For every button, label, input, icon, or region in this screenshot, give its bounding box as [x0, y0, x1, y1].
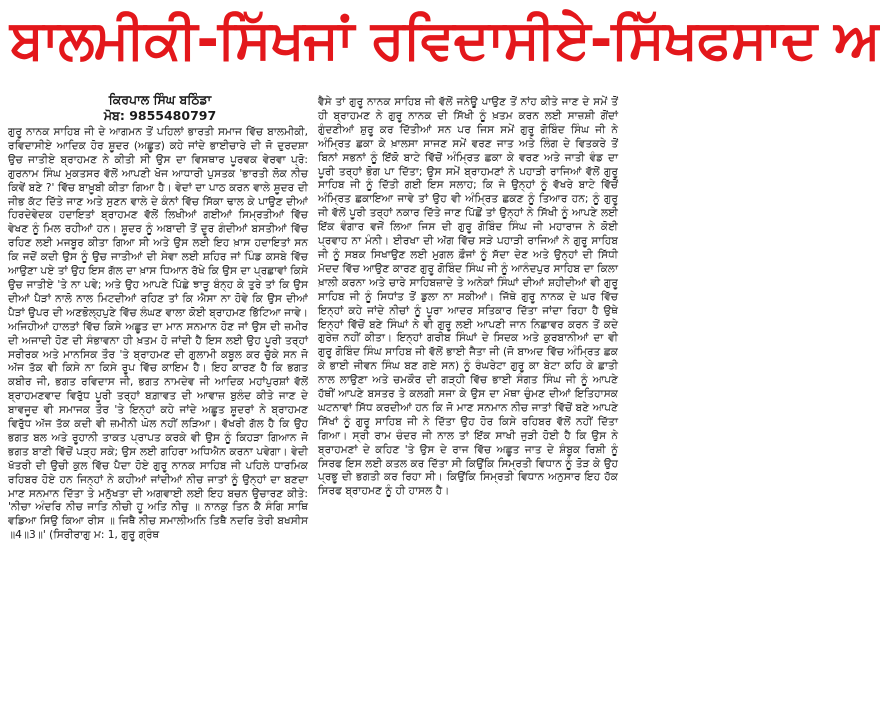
author-name: ਕਿਰਪਾਲ ਸਿੰਘ ਬਠਿੰਡਾ	[108, 92, 212, 107]
byline	[10, 92, 310, 124]
article-column-right	[318, 96, 618, 698]
article-text-left: ਗੁਰੂ ਨਾਨਕ ਸਾਹਿਬ ਜੀ ਦੇ ਆਗਮਨ ਤੋਂ ਪਹਿਲਾਂ ਭਾਰਤੀ ਸਮਾਜ ਵਿੱਚ ਬਾਲਮੀਕੀ, ਰਵਿਦਾਸੀਏ ਆਦਿਕ ਹੋਰ ਸ਼ੂਦਰ (ਅਛੂਤ) ਕਹੇ ਜਾਂਦੇ ਭਾਈਚਾਰੇ ਦੀ ਜੋ ਦੁਰਦਸ਼ਾ ਉਚ ਜਾਤੀਏ ਬ੍ਰਾਹਮਣ ਨੇ ਕੀਤੀ ਸੀ ਉਸ ਦਾ ਵਿਸਥਾਰ ਪੂਰਵਕ ਵੇਰਵਾ ਪ੍ਰੋ: ਗੁਰਨਾਮ ਸਿੰਘ ਮੁਕਤਸਰ ਵੱਲੋਂ ਆਪਣੀ ਖੋਜ ਆਧਾਰੀ ਪੁਸਤਕ 'ਭਾਰਤੀ ਲੋਕ ਨੀਚ ਕਿਵੇਂ ਬਣੇ ?' ਵਿੱਚ ਬਾਖ਼ੂਬੀ ਕੀਤਾ ਗਿਆ ਹੈ। ਵੇਦਾਂ ਦਾ ਪਾਠ ਕਰਨ ਵਾਲੇ ਸ਼ੂਦਰ ਦੀ ਜੀਭ ਕੱਟ ਦਿੱਤੇ ਜਾਣ ਅਤੇ ਸੁਣਨ ਵਾਲੇ ਦੇ ਕੰਨਾਂ ਵਿੱਚ ਸਿੱਕਾ ਢਾਲ ਕੇ ਪਾਉਣ ਦੀਆਂ ਹਿਰਦੇਵੇਦਕ ਹਦਾਇਤਾਂ ਬ੍ਰਾਹਮਣ ਵੱਲੋਂ ਲਿਖੀਆਂ ਗਈਆਂ ਸਿਮ੍ਰਤੀਆਂ ਵਿੱਚ ਵੇਖਣ ਨੂੰ ਮਿਲ ਰਹੀਆਂ ਹਨ। ਸ਼ੂਦਰ ਨੂੰ ਅਬਾਦੀ ਤੋਂ ਦੂਰ ਗੰਦੀਆਂ ਬਸਤੀਆਂ ਵਿੱਚ ਰਹਿਣ ਲਈ ਮਜਬੂਰ ਕੀਤਾ ਗਿਆ ਸੀ ਅਤੇ ਉਸ ਲਈ ਇਹ ਖ਼ਾਸ ਹਦਾਇਤਾਂ ਸਨ ਕਿ ਜਦੋਂ ਕਦੀ ਉਸ ਨੂੰ ਉਚ ਜਾਤੀਆਂ ਦੀ ਸੇਵਾ ਲਈ ਸ਼ਹਿਰ ਜਾਂ ਪਿੰਡ ਕਸਬੇ ਵਿੱਚ ਆਉਣਾ ਪਏ ਤਾਂ ਉਹ ਇਸ ਗੱਲ ਦਾ ਖ਼ਾਸ ਧਿਆਨ ਰੱਖੇ ਕਿ ਉਸ ਦਾ ਪ੍ਰਛਾਵਾਂ ਕਿਸੇ ਉਚ ਜਾਤੀਏ 'ਤੇ ਨਾ ਪਵੇ; ਅਤੇ ਉਹ ਆਪਣੇ ਪਿੱਛੇ ਝਾੜੂ ਬੰਨ੍ਹ ਕੇ ਤੁਰੇ ਤਾਂ ਕਿ ਉਸ ਦੀਆਂ ਪੈੜਾਂ ਨਾਲੋ ਨਾਲ ਮਿਟਦੀਆਂ ਰਹਿਣ ਤਾਂ ਕਿ ਐਸਾ ਨਾ ਹੋਵੇ ਕਿ ਉਸ ਦੀਆਂ ਪੈੜਾਂ ਉਪਰ ਦੀ ਅਣਭੋਲ੍ਹਪੁਣੇ ਵਿੱਚ ਲੰਘਣ ਵਾਲਾ ਕੋਈ ਬ੍ਰਾਹਮਣ ਭਿੱਟਿਆ ਜਾਵੇ। ਅਜਿਹੀਆਂ ਹਾਲਤਾਂ ਵਿੱਚ ਕਿਸੇ ਅਛੂਤ ਦਾ ਮਾਨ ਸਨਮਾਨ ਹੋਣ ਜਾਂ ਉਸ ਦੀ ਜ਼ਮੀਰ ਦੀ ਅਜਾਦੀ ਹੋਣ ਦੀ ਸੰਭਾਵਨਾ ਹੀ ਖ਼ਤਮ ਹੋ ਜਾਂਦੀ ਹੈ ਇਸ ਲਈ ਉਹ ਪੂਰੀ ਤਰ੍ਹਾਂ ਸਰੀਰਕ ਅਤੇ ਮਾਨਸਿਕ ਤੌਰ 'ਤੇ ਬ੍ਰਾਹਮਣ ਦੀ ਗੁਲਾਮੀ ਕਬੂਲ ਕਰ ਚੁੱਕੇ ਸਨ ਜੋ ਅੱਜ ਤੱਕ ਵੀ ਕਿਸੇ ਨਾ ਕਿਸੇ ਰੂਪ ਵਿੱਚ ਕਾਇਮ ਹੈ। ਇਹ ਕਾਰਣ ਹੈ ਕਿ ਭਗਤ ਕਬੀਰ ਜੀ, ਭਗਤ ਰਵਿਦਾਸ ਜੀ, ਭਗਤ ਨਾਮਦੇਵ ਜੀ ਆਦਿਕ ਮਹਾਂਪੁਰਸ਼ਾਂ ਵੱਲੋਂ ਬ੍ਰਾਹਮਣਵਾਦ ਵਿਰੁੱਧ ਪੂਰੀ ਤਰ੍ਹਾਂ ਬਗ਼ਾਵਤ ਦੀ ਆਵਾਜ਼ ਬੁਲੰਦ ਕੀਤੇ ਜਾਣ ਦੇ ਬਾਵਜੂਦ ਵੀ ਸਮਾਜਕ ਤੌਰ 'ਤੇ ਇਨ੍ਹਾਂ ਕਹੇ ਜਾਂਦੇ ਅਛੂਤ ਸ਼ੂਦਰਾਂ ਨੇ ਬ੍ਰਾਹਮਣ ਵਿਰੁੱਧ ਅੱਜ ਤੱਕ ਕਦੀ ਵੀ ਜ਼ਮੀਨੀ ਘੋਲ ਨਹੀਂ ਲੜਿਆ। ਵੱਖਰੀ ਗੱਲ ਹੈ ਕਿ ਉਹ ਭਗਤ ਬਲ ਅਤੇ ਰੂਹਾਨੀ ਤਾਕਤ ਪ੍ਰਾਪਤ ਕਰਕੇ ਵੀ ਉਸ ਨੂੰ ਕਿਹੜਾ ਗਿਆਨ ਜੋ ਭਗਤ ਬਾਣੀ ਵਿੱਚੋਂ ਪੜ੍ਹ ਸਕੇ; ਉਸ ਲਈ ਗਹਿਰਾ ਅਧਿਐਨ ਕਰਨਾ ਪਵੇਗਾ। ਵੇਦੀ ਖੱਤਰੀ ਦੀ ਉਚੀ ਕੁਲ ਵਿੱਚ ਪੈਦਾ ਹੋਏ ਗੁਰੂ ਨਾਨਕ ਸਾਹਿਬ ਜੀ ਪਹਿਲੇ ਧਾਰਮਿਕ ਰਹਿਬਰ ਹੋਏ ਹਨ ਜਿਨ੍ਹਾਂ ਨੇ ਕਹੀਆਂ ਜਾਂਦੀਆਂ ਨੀਚ ਜਾਤਾਂ ਨੂੰ ਉਨ੍ਹਾਂ ਦਾ ਬਣਦਾ ਮਾਣ ਸਨਮਾਨ ਦਿੱਤਾ ਤੇ ਮਨੁੱਖਤਾ ਦੀ ਅਗਵਾਈ ਲਈ ਇਹ ਬਚਨ ਉਚਾਰਣ ਕੀਤੇ: 'ਨੀਚਾ ਅੰਦਰਿ ਨੀਚ ਜਾਤਿ ਨੀਚੀ ਹੂ ਅਤਿ ਨੀਚੁ ॥ ਨਾਨਕੁ ਤਿਨ ਕੈ ਸੰਗਿ ਸਾਥਿ ਵਡਿਆ ਸਿਉ ਕਿਆ ਰੀਸ ॥ ਜਿਥੈ ਨੀਚ ਸਮਾਲੀਅਨਿ ਤਿਥੈ ਨਦਰਿ ਤੇਰੀ ਬਖਸੀਸ ॥4॥3॥' (ਸਿਰੀਰਾਗੁ ਮ: 1, ਗੁਰੂ ਗ੍ਰੰਥ	[8, 126, 308, 542]
article-text-right: ਵੈਸੇ ਤਾਂ ਗੁਰੂ ਨਾਨਕ ਸਾਹਿਬ ਜੀ ਵੱਲੋਂ ਜਨੇਊ ਪਾਉਣ ਤੋਂ ਨਾਂਹ ਕੀਤੇ ਜਾਣ ਦੇ ਸਮੇਂ ਤੋਂ ਹੀ ਬ੍ਰਾਹਮਣ ਨੇ ਗੁਰੂ ਨਾਨਕ ਦੀ ਸਿੱਖੀ ਨੂੰ ਖ਼ਤਮ ਕਰਨ ਲਈ ਸਾਜ਼ਸ਼ੀ ਗੋਂਦਾਂ ਗੁੰਦਣੀਆਂ ਸ਼ੁਰੂ ਕਰ ਦਿੱਤੀਆਂ ਸਨ ਪਰ ਜਿਸ ਸਮੇਂ ਗੁਰੂ ਗੋਬਿੰਦ ਸਿੰਘ ਜੀ ਨੇ ਅੰਮ੍ਰਿਤ ਛਕਾ ਕੇ ਖ਼ਾਲਸਾ ਸਾਜਣ ਸਮੇਂ ਵਰਣ ਜਾਤ ਅਤੇ ਲਿੰਗ ਦੇ ਵਿਤਕਰੇ ਤੋਂ ਬਿਨਾਂ ਸਭਨਾਂ ਨੂੰ ਇੱਕੋ ਬਾਟੇ ਵਿੱਚੋਂ ਅੰਮ੍ਰਿਤ ਛਕਾ ਕੇ ਵਰਣ ਅਤੇ ਜਾਤੀ ਵੰਡ ਦਾ ਪੂਰੀ ਤਰ੍ਹਾਂ ਭੋਗ ਪਾ ਦਿੱਤਾ; ਉਸ ਸਮੇਂ ਬ੍ਰਾਹਮਣਾਂ ਨੇ ਪਹਾੜੀ ਰਾਜਿਆਂ ਵੱਲੋਂ ਗੁਰੂ ਸਾਹਿਬ ਜੀ ਨੂੰ ਦਿੱਤੀ ਗਈ ਇਸ ਸਲਾਹ; ਕਿ ਜੇ ਉਨ੍ਹਾਂ ਨੂੰ ਵੱਖਰੇ ਬਾਟੇ ਵਿੱਚੋਂ ਅੰਮ੍ਰਿਤ ਛਕਾਇਆ ਜਾਵੇ ਤਾਂ ਉਹ ਵੀ ਅੰਮ੍ਰਿਤ ਛਕਣ ਨੂੰ ਤਿਆਰ ਹਨ; ਨੂੰ ਗੁਰੂ ਜੀ ਵੱਲੋਂ ਪੂਰੀ ਤਰ੍ਹਾਂ ਨਕਾਰ ਦਿੱਤੇ ਜਾਣ ਪਿੱਛੋਂ ਤਾਂ ਉਨ੍ਹਾਂ ਨੇ ਸਿੱਖੀ ਨੂੰ ਆਪਣੇ ਲਈ ਇੱਕ ਵੰਗਾਰ ਵਜੋਂ ਲਿਆ ਜਿਸ ਦੀ ਗੁਰੂ ਗੋਬਿੰਦ ਸਿੰਘ ਜੀ ਮਹਾਰਾਜ ਨੇ ਕੋਈ ਪ੍ਰਵਾਹ ਨਾ ਮੰਨੀ। ਈਰਖਾ ਦੀ ਅੱਗ ਵਿੱਚ ਸੜੇ ਪਹਾੜੀ ਰਾਜਿਆਂ ਨੇ ਗੁਰੂ ਸਾਹਿਬ ਜੀ ਨੂੰ ਸਬਕ ਸਿਖਾਉਣ ਲਈ ਮੁਗਲ ਫ਼ੌਜਾਂ ਨੂੰ ਸੱਦਾ ਦੇਣ ਅਤੇ ਉਨ੍ਹਾਂ ਦੀ ਸਿੱਧੀ ਮੱਦਦ ਵਿੱਚ ਆਉਣ ਕਾਰਣ ਗੁਰੂ ਗੋਬਿੰਦ ਸਿੰਘ ਜੀ ਨੂੰ ਆਨੰਦਪੁਰ ਸਾਹਿਬ ਦਾ ਕਿਲਾ ਖ਼ਾਲੀ ਕਰਨਾ ਅਤੇ ਚਾਰੇ ਸਾਹਿਬਜ਼ਾਦੇ ਤੇ ਅਨੇਕਾਂ ਸਿੰਘਾਂ ਦੀਆਂ ਸ਼ਹੀਦੀਆਂ ਵੀ ਗੁਰੂ ਸਾਹਿਬ ਜੀ ਨੂੰ ਸਿਧਾਂਤ ਤੋਂ ਡੁਲਾ ਨਾ ਸਕੀਆਂ। ਜਿੱਥੇ ਗੁਰੂ ਨਾਨਕ ਦੇ ਘਰ ਵਿੱਚ ਇਨ੍ਹਾਂ ਕਹੇ ਜਾਂਦੇ ਨੀਚਾਂ ਨੂੰ ਪੂਰਾ ਆਦਰ ਸਤਿਕਾਰ ਦਿੱਤਾ ਜਾਂਦਾ ਰਿਹਾ ਹੈ ਉਥੇ ਇਨ੍ਹਾਂ ਵਿੱਚੋਂ ਬਣੇ ਸਿੰਘਾਂ ਨੇ ਵੀ ਗੁਰੂ ਲਈ ਆਪਣੀ ਜਾਨ ਨਿਛਾਵਰ ਕਰਨ ਤੋਂ ਕਦੇ ਗੁਰੇਜ਼ ਨਹੀਂ ਕੀਤਾ। ਇਨ੍ਹਾਂ ਗਰੀਬ ਸਿੰਘਾਂ ਦੇ ਸਿਦਕ ਅਤੇ ਕੁਰਬਾਨੀਆਂ ਦਾ ਵੀ ਗੁਰੂ ਗੋਬਿੰਦ ਸਿੰਘ ਸਾਹਿਬ ਜੀ ਵੱਲੋਂ ਭਾਈ ਜੈਤਾ ਜੀ (ਜੋ ਬਾਅਦ ਵਿੱਚ ਅੰਮ੍ਰਿਤ ਛਕ ਕੇ ਭਾਈ ਜੀਵਨ ਸਿੰਘ ਬਣ ਗਏ ਸਨ) ਨੂੰ ਰੰਘਰੇਟਾ ਗੁਰੂ ਕਾ ਬੇਟਾ ਕਹਿ ਕੇ ਛਾਤੀ ਨਾਲ ਲਾਉਣਾ ਅਤੇ ਚਮਕੌਰ ਦੀ ਗੜ੍ਹੀ ਵਿੱਚ ਭਾਈ ਸੰਗਤ ਸਿੰਘ ਜੀ ਨੂੰ ਆਪਣੇ ਹੱਥੀਂ ਆਪਣੇ ਬਸਤਰ ਤੇ ਕਲਗੀ ਸਜਾ ਕੇ ਉਸ ਦਾ ਮੱਥਾ ਚੁੰਮਣ ਦੀਆਂ ਇਤਿਹਾਸਕ ਘਟਨਾਵਾਂ ਸਿੱਧ ਕਰਦੀਆਂ ਹਨ ਕਿ ਜੋ ਮਾਣ ਸਨਮਾਨ ਨੀਚ ਜਾਤਾਂ ਵਿੱਚੋਂ ਬਣੇ ਆਪਣੇ ਸਿੱਖਾਂ ਨੂੰ ਗੁਰੂ ਸਾਹਿਬ ਜੀ ਨੇ ਦਿੱਤਾ ਉਹ ਹੋਰ ਕਿਸੇ ਰਹਿਬਰ ਵੱਲੋਂ ਨਹੀਂ ਦਿੱਤਾ ਗਿਆ। ਸ੍ਰੀ ਰਾਮ ਚੰਦਰ ਜੀ ਨਾਲ ਤਾਂ ਇੱਕ ਸਾਖੀ ਜੁੜੀ ਹੋਈ ਹੈ ਕਿ ਉਸ ਨੇ ਬ੍ਰਾਹਮਣਾਂ ਦੇ ਕਹਿਣ 'ਤੇ ਉਸ ਦੇ ਰਾਜ ਵਿੱਚ ਅਛੂਤ ਜਾਤ ਦੇ ਸ਼ੰਬੂਕ ਰਿਸ਼ੀ ਨੂੰ ਸਿਰਫ ਇਸ ਲਈ ਕਤਲ ਕਰ ਦਿੱਤਾ ਸੀ ਕਿਉਂਕਿ ਸਿਮ੍ਰਤੀ ਵਿਧਾਨ ਨੂੰ ਤੋੜ ਕੇ ਉਹ ਪ੍ਰਭੂ ਦੀ ਭਗਤੀ ਕਰ ਰਿਹਾ ਸੀ। ਕਿਉਂਕਿ ਸਿਮ੍ਰਤੀ ਵਿਧਾਨ ਅਨੁਸਾਰ ਇਹ ਹੱਕ ਸਿਰਫ ਬ੍ਰਾਹਮਣ ਨੂੰ ਹੀ ਹਾਸਲ ਹੈ।	[318, 96, 618, 498]
article-column-left	[8, 126, 308, 698]
headline: ਬਾਲਮੀਕੀ-ਸਿੱਖਜਾਂ ਰਵਿਦਾਸੀਏ-ਸਿੱਖਫਸਾਦ ਅ	[10, 8, 880, 71]
author-phone: ਮੋਬ: 9855480797	[103, 108, 217, 123]
